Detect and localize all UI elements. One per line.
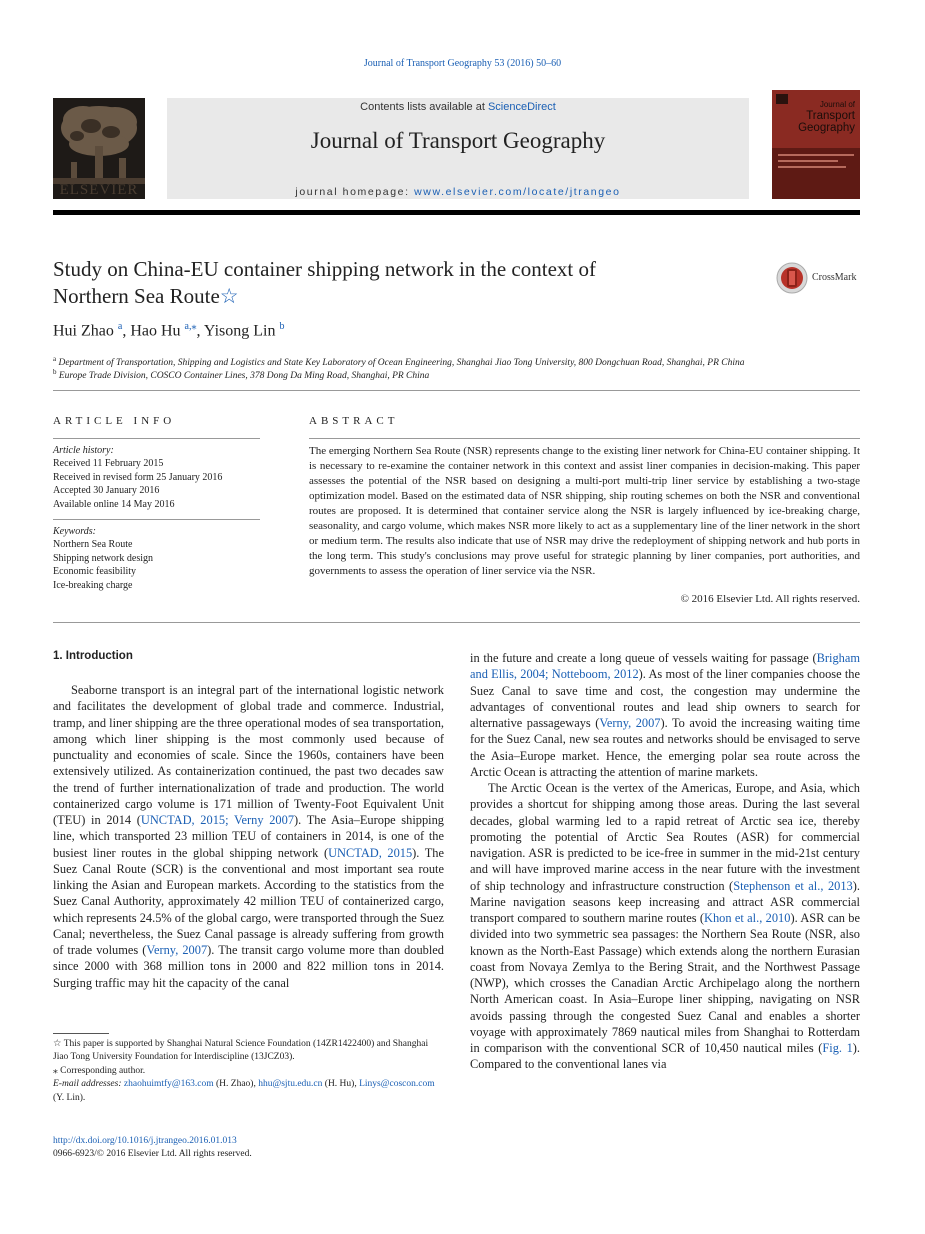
doi-link[interactable]: http://dx.doi.org/10.1016/j.jtrangeo.2016.01.013 <box>53 1136 237 1146</box>
citation-link[interactable]: Verny, 2007 <box>599 716 661 730</box>
elsevier-wordmark: ELSEVIER <box>59 182 139 198</box>
author-sep: , <box>196 322 204 340</box>
keyword-item: Northern Sea Route <box>53 539 133 551</box>
email-owner: (H. Hu), <box>322 1079 357 1090</box>
crossmark-label: CrossMark <box>812 272 857 283</box>
email-link[interactable]: hhu@sjtu.edu.cn <box>258 1079 323 1090</box>
email-owner: (Y. Lin). <box>53 1092 86 1103</box>
author-affil-sup[interactable]: a,⁎ <box>184 321 197 332</box>
history-item: Received 11 February 2015 <box>53 458 164 470</box>
author-list <box>53 321 284 340</box>
journal-homepage <box>167 186 749 198</box>
footnote-emails <box>53 1078 444 1105</box>
text-run: ). The Suez Canal Route (SCR) is the conventional and most important sea route linking the Asian and European markets. According to the statistics from the Suez Canal Authority, approximately 42 million TEU of containerized cargo, which represents 24.5% of the global cargo, were transported through the Suez Canal; nevertheless, the Suez Canal passage is already suffering from growth of trade volumes ( <box>53 845 444 957</box>
text-run: in the future and create a long queue of vessels waiting for passage ( <box>470 651 817 665</box>
crossmark-badge[interactable] <box>776 262 860 294</box>
email-owner: (H. Zhao), <box>213 1079 259 1090</box>
title-line-1: Study on China-EU container shipping network in the context of <box>53 257 596 281</box>
author-affil-sup[interactable]: a <box>117 321 123 332</box>
abstract-divider <box>309 438 860 439</box>
homepage-link[interactable]: www.elsevier.com/locate/jtrangeo <box>414 186 621 198</box>
elsevier-logo <box>53 98 145 199</box>
citation-link[interactable]: Verny, 2007 <box>146 943 208 957</box>
footnote-funding: ☆ This paper is supported by Shanghai Natural Science Foundation (14ZR1422400) and Shanghai Jiao Tong University Foundation for Interdiscipline (13JCZ03). <box>53 1039 429 1063</box>
intro-paragraph-2 <box>470 780 860 1073</box>
history-item: Received in revised form 25 January 2016 <box>53 471 223 483</box>
citation-link[interactable]: UNCTAD, 2015; Verny 2007 <box>140 813 295 827</box>
title-divider <box>53 390 860 391</box>
history-label: Article history: <box>53 445 114 456</box>
author-sep: , <box>122 322 131 340</box>
body-column-left <box>53 682 444 991</box>
cover-line-1: Journal of <box>819 100 855 109</box>
info-divider <box>53 438 260 439</box>
author-affil-sup[interactable]: b <box>279 321 285 332</box>
text-run: ). Marine navigation seasons keep increasing and attract ASR commercial transport compared to southern marine routes ( <box>470 878 860 925</box>
article-history <box>53 444 260 511</box>
cover-line-3: Geography <box>798 122 855 134</box>
copyright: © 2016 Elsevier Ltd. All rights reserved. <box>680 593 860 605</box>
issn-line: 0966-6923/© 2016 Elsevier Ltd. All rights reserved. <box>53 1149 252 1160</box>
email-link[interactable]: zhaohuimtfy@163.com <box>123 1079 214 1090</box>
title-footnote-star[interactable]: ☆ <box>219 284 239 308</box>
journal-masthead <box>167 98 749 199</box>
body-column-right <box>470 650 860 1073</box>
text-run: ). To avoid the increasing waiting time for the Suez Canal, new sea routes and networks should be envisaged to serve the Asia–Europe market. Hence, the emerging polar sea route across the Arctic Ocean is attracting the attention of marine markets. <box>470 716 860 779</box>
author-name: Hui Zhao <box>53 322 114 340</box>
text-run: ). The transit cargo volume more than doubled since 2000 with 368 million tons in 2000 and 822 million tons in 2014. Surging traffic may hit the capacity of the canal <box>53 943 444 990</box>
journal-title: Journal of Transport Geography <box>310 128 606 153</box>
abstract-heading: ABSTRACT <box>309 415 399 427</box>
article-info-heading: ARTICLE INFO <box>53 415 176 427</box>
title-line-2-text: Northern Sea Route <box>53 284 220 308</box>
header-rule <box>53 210 860 215</box>
cover-line-2: Transport <box>806 110 855 122</box>
affiliation-b <box>53 366 429 383</box>
abstract-body: The emerging Northern Sea Route (NSR) represents change to the existing liner network for China-EU container shipping. It is necessary to re-examine the container network in this context and assist liner companies in decision-making. This paper assesses the potential of the NSR based on designing a multi-port multi-trip liner service by establishing a two-stage optimization model. Based on the estimated data of NSR shipping, ship routing schemes on both the NSR and conventional routes are proposed. It is determined that container service along the NSR is largely influenced by ice-breaking charge, seasonality, and cargo volume, which makes NSR more likely to act as a supplementary line of the liner network in the short or medium term. The results also indicate that use of NSR may drive the redeployment of shipping network and hub ports in the long term. This study's conclusions may prove useful for strategic planning by liner companies, port authorities, and governments to assess the operation of liner service via the NSR. <box>309 445 860 577</box>
affil-text: Europe Trade Division, COSCO Container Lines, 378 Dong Da Ming Road, Shanghai, PR China <box>58 371 430 382</box>
body-divider <box>53 622 860 623</box>
footnote-rule <box>53 1033 109 1034</box>
keywords-label: Keywords: <box>53 526 96 537</box>
section-heading: 1. Introduction <box>53 650 133 662</box>
author-name: Hao Hu <box>130 322 181 340</box>
contents-line <box>167 101 749 113</box>
citation-link[interactable]: Stephenson et al., 2013 <box>733 878 853 893</box>
keyword-item: Shipping network design <box>53 552 153 564</box>
affil-sup: a <box>53 355 57 363</box>
intro-paragraph-cont <box>470 650 860 780</box>
crossmark-icon <box>776 262 808 294</box>
article-title <box>53 256 743 310</box>
journal-citation[interactable] <box>0 58 925 69</box>
history-item: Accepted 30 January 2016 <box>53 485 160 497</box>
citation-link[interactable]: Journal of Transport Geography 53 (2016) 50–60 <box>363 58 562 69</box>
sciencedirect-link[interactable]: ScienceDirect <box>487 101 556 113</box>
affil-sup: b <box>53 368 57 376</box>
keyword-item: Economic feasibility <box>53 566 137 578</box>
footnotes <box>53 1038 444 1105</box>
history-item: Available online 14 May 2016 <box>53 498 175 510</box>
text-run: ). The Asia–Europe shipping line, which transported 23 million TEU of containers in 2014, is one of the busiest liner routes in the global shipping network ( <box>53 813 444 860</box>
footnote-corresponding: ⁎ Corresponding author. <box>53 1065 146 1076</box>
text-run: ). ASR can be divided into two symmetric sea passages: the Northern Sea Route (NSR, also known as the North-East Passage) which extends along the northern Eurasian coast from Novaya Zemlya to the Bering Strait, and the Northwest Passage (NWP), which crosses the Canadian Arctic Archipelago along the northern North American coast. In Asia–Europe liner shipping, navigating on NSR avoids passing through the congested Suez Canal and enables a shorter voyage with approximately 7869 nautical miles from Shanghai to Rotterdam in comparison with the conventional SCR of 10,450 nautical miles ( <box>470 911 860 1055</box>
author-name: Yisong Lin <box>203 322 276 340</box>
intro-paragraph-1 <box>53 682 444 991</box>
email-link[interactable]: Linys@coscon.com <box>359 1079 435 1090</box>
cover-title <box>785 100 855 134</box>
text-run: ). Compared to the conventional lanes via <box>470 1041 861 1072</box>
text-run: ). As most of the liner companies choose the Suez Canal to save time and cost, the congestion may undermine the advantages of conventional routes and lead ship owners to search for alternative passageways ( <box>470 667 860 730</box>
keywords <box>53 525 260 592</box>
affil-text: Department of Transportation, Shipping and Logistics and State Key Laboratory of Ocean Engineering, Shanghai Jiao Tong University, 800 Dongchuan Road, Shanghai, PR China <box>58 358 745 369</box>
citation-link[interactable]: Brigham and Ellis, 2004; Notteboom, 2012 <box>470 651 860 682</box>
citation-link[interactable]: Khon et al., 2010 <box>704 911 791 925</box>
journal-cover-thumbnail[interactable] <box>772 90 860 199</box>
citation-link[interactable]: UNCTAD, 2015 <box>328 845 413 860</box>
homepage-label: journal homepage: <box>295 186 415 198</box>
contents-prefix: Contents lists available at <box>360 101 488 113</box>
bottom-metadata <box>53 1135 252 1162</box>
title-line-2 <box>53 283 743 310</box>
text-run: Seaborne transport is an integral part of the international logistic network and facilitates the development of global trade and commerce. Industrial, tramp, and liner shipping are the three operational modes of sea transportation, among which liner shipping is the most commonly used because of punctuality and economies of scale. Since the 1960s, containers have been extensively utilized. As containerization continued, the past two decades saw the trend of further internationalization of trade and production. The world containerized cargo volume is 171 million of Twenty-Foot Equivalent Unit (TEU) in 2014 ( <box>53 683 444 827</box>
figure-link[interactable]: Fig. 1 <box>822 1041 853 1055</box>
email-label: E-mail addresses: <box>53 1079 124 1090</box>
keyword-item: Ice-breaking charge <box>53 579 133 591</box>
keywords-divider <box>53 519 260 520</box>
text-run: The Arctic Ocean is the vertex of the Americas, Europe, and Asia, which provides a shortcut for shipping among those areas. During the last several decades, global warming led to a rapid retreat of Arctic sea ice, thereby promoting the potential of Arctic Sea Routes (ASR) for commercial navigation. ASR is predicted to be ice-free in summer in the mid-21st century and will have improved marine access in the near future with the investment of ship technology and infrastructure construction ( <box>470 781 860 893</box>
